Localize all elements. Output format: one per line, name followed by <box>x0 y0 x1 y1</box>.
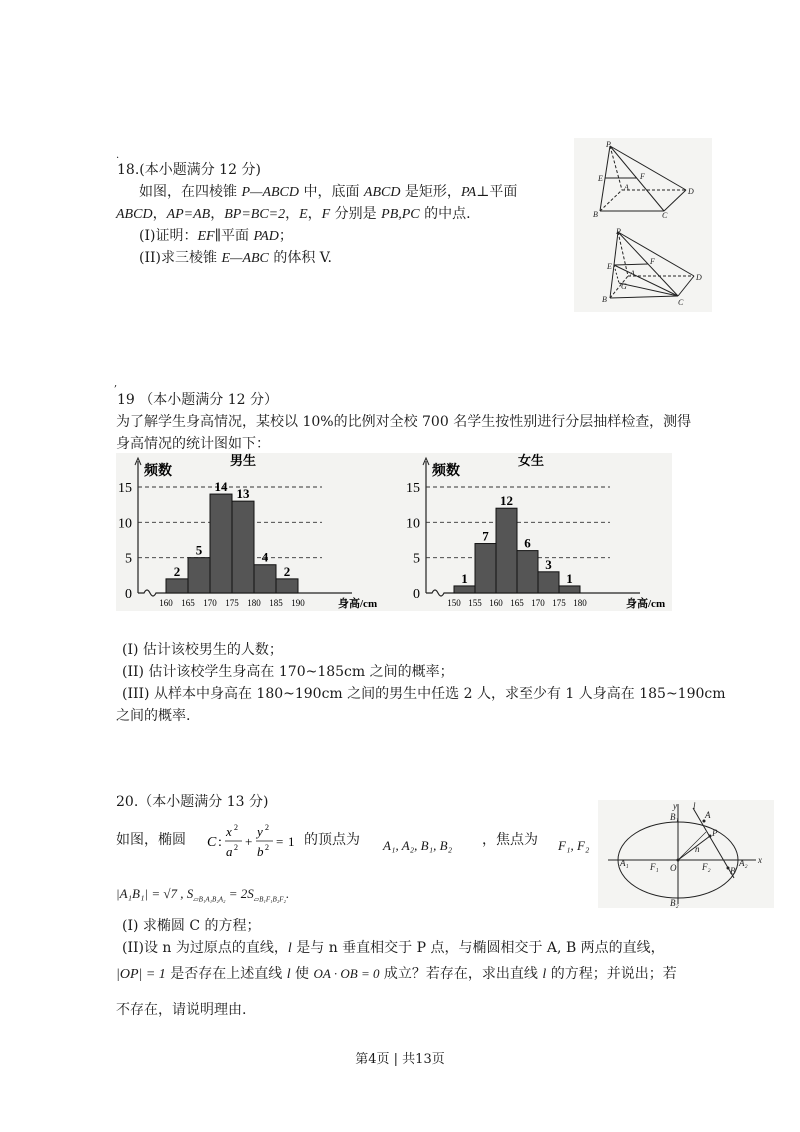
male-bar-label: 4 <box>261 549 269 565</box>
q20-condition: |A₁B₁| = √7 , $S_{▱B_1A_1B_2A_2} = 2S_{▱B_1F_1B_2F_2}$. <box>116 886 290 904</box>
label-x: x <box>758 855 762 865</box>
q18-header: 18.(本小题满分 12 分) <box>117 162 261 178</box>
female-xtick-label: 170 <box>531 598 545 608</box>
q19-part3: (III) 从样本中身高在 180~190cm 之间的男生中任选 2 人，求至少有 1 人身高在 185~190cm <box>122 686 726 702</box>
q19-part1: (I) 估计该校男生的人数； <box>122 642 283 658</box>
male-bar-label: 5 <box>195 542 203 558</box>
q20-foci: F₁, F₂ <box>558 838 590 853</box>
male-ytick-label: 15 <box>118 481 132 496</box>
male-bar <box>210 494 232 593</box>
page-footer: 第4页 | 共13页 <box>355 1052 445 1067</box>
label-A2: A₂ <box>739 858 748 868</box>
female-ytick-label: 0 <box>413 587 420 602</box>
svg-text:2: 2 <box>265 823 269 832</box>
label-B2: B₂ <box>670 898 679 908</box>
label-E2: E <box>607 262 612 271</box>
label-O: O <box>670 863 677 873</box>
male-xtick-label: 160 <box>159 598 173 608</box>
q19-stem-line2: 身高情况的统计图如下： <box>116 436 270 452</box>
label-D: D <box>688 187 694 196</box>
q18-stem-line2: ABCD，AP=AB，BP=BC=2，E，F 分别是 PB,PC 的中点. <box>116 206 471 222</box>
stray-mark: . <box>116 150 120 161</box>
female-xtick-label: 165 <box>510 598 524 608</box>
svg-text:a: a <box>226 844 233 859</box>
svg-text:=: = <box>276 834 284 849</box>
male-bar <box>188 558 210 593</box>
label-F2: F₂ <box>702 862 711 872</box>
label-B: B <box>730 866 736 876</box>
svg-text:1: 1 <box>288 834 295 849</box>
label-B1: B₁ <box>670 812 679 822</box>
label-G: G <box>621 282 627 291</box>
q20-part4: 不存在，请说明理由. <box>116 1002 247 1018</box>
stray-mark: , <box>114 378 118 389</box>
q20-header: 20.（本小题满分 13 分) <box>116 794 269 810</box>
female-bar <box>517 551 538 593</box>
female-bar-label: 6 <box>524 535 531 551</box>
female-xtick-label: 180 <box>573 598 587 608</box>
female-bar <box>538 572 559 593</box>
label-F: F <box>640 172 645 181</box>
label-A2: A <box>630 269 635 278</box>
label-A1: A₁ <box>620 858 629 868</box>
male-bar-label: 2 <box>173 563 181 579</box>
male-xlabel: 身高/cm <box>338 598 378 610</box>
male-ylabel: 频数 <box>144 464 172 479</box>
label-y: y <box>673 801 677 811</box>
label-C2: C <box>678 298 684 307</box>
label-C: C <box>662 211 668 220</box>
svg-text:x: x <box>226 824 232 839</box>
svg-text:y: y <box>257 824 263 839</box>
label-P2: P <box>616 227 621 236</box>
label-F1: F₁ <box>650 862 659 872</box>
q20-part1: (I) 求椭圆 C 的方程； <box>122 918 261 934</box>
q19-stem-line1: 为了解学生身高情况，某校以 10%的比例对全校 700 名学生按性别进行分层抽样检查，测得 <box>116 414 692 430</box>
svg-text:b: b <box>257 844 264 859</box>
male-bar <box>166 579 188 593</box>
male-bar <box>232 501 254 593</box>
q20-part3: |OP| = 1 是否存在上述直线 l 使 OA · OB = 0 成立？若存在，求出直线 l 的方程；并说出；若 <box>116 966 677 982</box>
label-A: A <box>705 810 711 820</box>
male-ytick-label: 0 <box>125 587 132 602</box>
male-ytick-label: 10 <box>118 516 132 532</box>
q19-part2: (II) 估计该校学生身高在 170~185cm 之间的概率； <box>122 664 454 680</box>
svg-text:2: 2 <box>265 843 269 852</box>
female-bar-label: 12 <box>500 493 513 509</box>
q20-stem: 如图，椭圆 <box>116 832 186 848</box>
male-ytick-label: 5 <box>125 551 132 567</box>
label-l: l <box>693 801 696 811</box>
label-P: P <box>606 140 611 149</box>
female-bar-label: 1 <box>461 570 468 586</box>
q18-part2: (II)求三棱锥 E—ABC 的体积 V. <box>139 250 332 266</box>
male-title: 男生 <box>230 453 257 468</box>
svg-text::: : <box>218 835 222 850</box>
label-B2: B <box>602 295 607 304</box>
female-xlabel: 身高/cm <box>626 598 666 610</box>
female-xtick-label: 150 <box>447 598 461 608</box>
label-n: n <box>695 844 700 854</box>
q18-stem-line1: 如图，在四棱锥 P—ABCD 中，底面 ABCD 是矩形，PA⊥平面 <box>139 184 518 200</box>
pyramid-diagrams <box>574 138 712 312</box>
ellipse-diagram <box>598 800 774 908</box>
female-bar-label: 1 <box>566 570 573 586</box>
label-A: A <box>624 183 629 192</box>
q20-stem-c: ，焦点为 <box>482 832 538 848</box>
male-bar-label: 2 <box>283 563 291 579</box>
female-xtick-label: 160 <box>489 598 503 608</box>
male-xtick-label: 165 <box>181 598 195 608</box>
female-bar-label: 7 <box>482 528 489 544</box>
q18-figure <box>574 138 712 312</box>
q19-header: 19 （本小题满分 12 分） <box>117 392 278 408</box>
female-bar <box>559 586 580 593</box>
svg-text:+: + <box>245 834 253 849</box>
label-D2: D <box>696 273 702 282</box>
female-ytick-label: 10 <box>406 516 420 532</box>
male-bar <box>254 565 276 593</box>
ellipse-equation <box>207 820 299 862</box>
q20-part2: (II)设 n 为过原点的直线，l 是与 n 垂直相交于 P 点，与椭圆相交于 A, B 两点的直线， <box>122 940 665 956</box>
female-xtick-label: 155 <box>468 598 482 608</box>
svg-text:2: 2 <box>234 843 238 852</box>
label-B: B <box>593 210 598 219</box>
q20-vertices: A₁, A₂, B₁, B₂ <box>383 838 453 853</box>
q18-part1: (I)证明：EF∥平面 PAD； <box>139 228 293 244</box>
label-E: E <box>598 174 603 183</box>
male-xtick-label: 175 <box>225 598 239 608</box>
histograms <box>116 453 672 611</box>
q19-part3-cont: 之间的概率. <box>116 708 191 724</box>
female-bar <box>496 508 517 593</box>
q20-stem-b: 的顶点为 <box>304 832 360 848</box>
q20-figure <box>598 800 774 908</box>
label-P: P <box>712 828 718 838</box>
label-F2: F <box>650 257 655 266</box>
female-xtick-label: 175 <box>552 598 566 608</box>
svg-text:2: 2 <box>234 823 238 832</box>
q19-charts <box>116 453 672 611</box>
svg-text:C: C <box>207 835 217 850</box>
female-title: 女生 <box>518 453 545 468</box>
male-xtick-label: 170 <box>203 598 217 608</box>
male-xtick-label: 180 <box>247 598 261 608</box>
male-bar <box>276 579 298 593</box>
female-bar <box>475 544 496 593</box>
male-xtick-label: 190 <box>291 598 305 608</box>
female-ytick-label: 5 <box>413 551 420 567</box>
male-bar-label: 14 <box>214 479 228 495</box>
male-xtick-label: 185 <box>269 598 283 608</box>
female-bar-label: 3 <box>545 556 552 572</box>
female-bar <box>454 586 475 593</box>
female-ytick-label: 15 <box>406 481 420 496</box>
female-ylabel: 频数 <box>432 464 460 479</box>
male-bar-label: 13 <box>236 486 250 502</box>
